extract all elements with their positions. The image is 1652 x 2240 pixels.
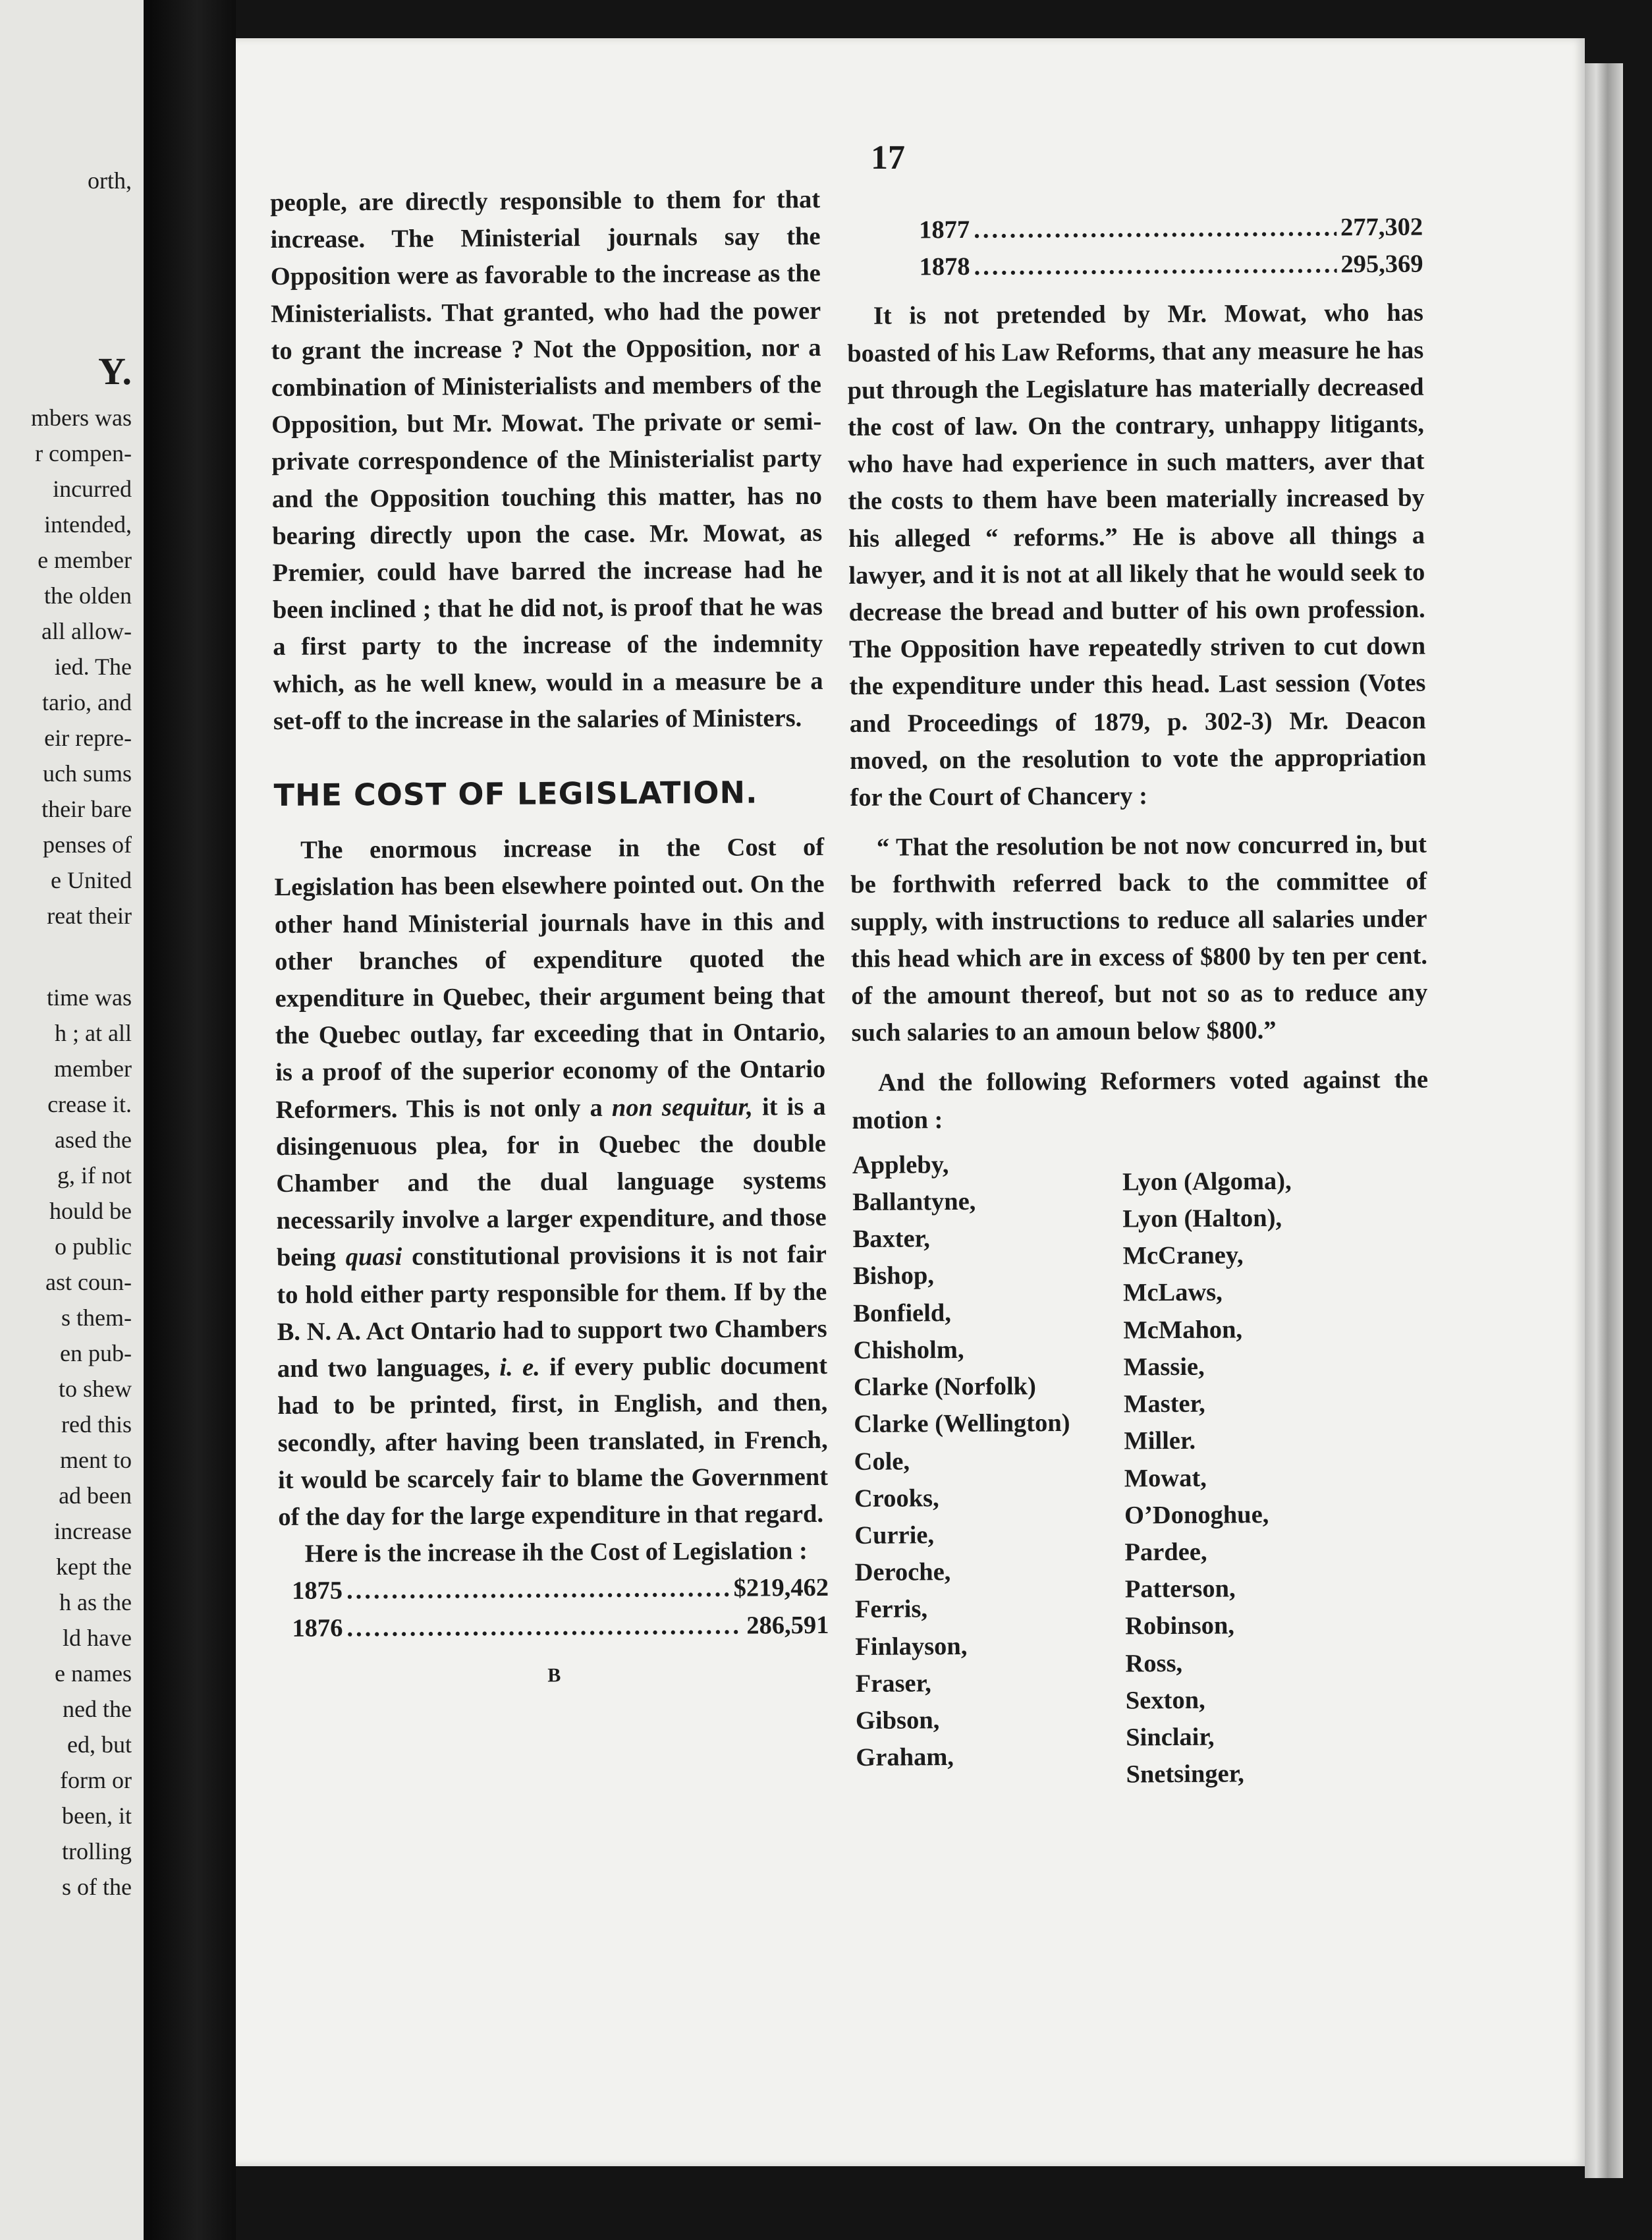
previous-page-line: reat their bbox=[47, 903, 132, 929]
page-number: 17 bbox=[871, 139, 905, 177]
voter-name: Baxter, bbox=[852, 1225, 930, 1254]
previous-page-line: Y. bbox=[97, 350, 132, 393]
previous-page-line: hould be bbox=[49, 1198, 132, 1224]
page-edge-shadow bbox=[144, 0, 150, 2240]
quote-text: “ That the resolution be not now concurred in, but be forthwith referred back to the committee of supply, with instructions to reduce all salaries under this head which are in excess of $800 by ten per cent. of the amount thereof, but not so as to reduce any such salaries to an amoun below $800.” bbox=[850, 830, 1428, 1048]
previous-page-line: their bare bbox=[41, 796, 132, 822]
previous-page-line: ad been bbox=[59, 1482, 132, 1509]
signature-mark: B bbox=[547, 1664, 561, 1687]
voter-name: McMahon, bbox=[1123, 1316, 1243, 1345]
previous-page-line: mbers was bbox=[31, 405, 132, 431]
voter-name: Ross, bbox=[1125, 1649, 1183, 1677]
page-stack-edge bbox=[1585, 63, 1623, 2178]
voter-names bbox=[852, 1144, 1433, 1795]
dot-leader bbox=[974, 209, 1336, 248]
previous-page-line: h as the bbox=[59, 1589, 132, 1615]
previous-page-line: s of the bbox=[62, 1874, 132, 1900]
previous-page-line: ied. The bbox=[54, 654, 132, 680]
voter-name: Chisholm, bbox=[853, 1335, 964, 1364]
previous-page-line: intended, bbox=[44, 511, 132, 538]
cost-year: 1875 bbox=[291, 1577, 343, 1606]
previous-page-line: kept the bbox=[56, 1554, 132, 1580]
paragraph-voters-intro: And the following Reformers voted against the motion : bbox=[852, 1066, 1429, 1134]
previous-page-line: eir repre- bbox=[44, 725, 132, 751]
previous-page-line: uch sums bbox=[43, 760, 132, 787]
previous-page-line: e names bbox=[55, 1660, 132, 1687]
cost-row bbox=[846, 246, 1423, 287]
previous-page-line: to shew bbox=[59, 1376, 132, 1402]
previous-page-line: ased the bbox=[55, 1127, 132, 1153]
previous-page-line: e member bbox=[38, 547, 132, 573]
previous-page-line: en pub- bbox=[60, 1340, 132, 1366]
previous-page-line: tario, and bbox=[42, 689, 132, 715]
previous-page-line: s them- bbox=[61, 1304, 132, 1331]
previous-page-line: penses of bbox=[43, 831, 132, 858]
paragraph-law-reforms: It is not pretended by Mr. Mowat, who has boasted of his Law Reforms, that any measure he has put through the Legislature has materially decreased the cost of law. On the contrary, unhappy litigants, who have had experience in such matters, aver that the costs to them have been materially increased by his alleged “ reforms.” He is above all things a lawyer, and it is not at all likely that he would seek to decrease the bread and butter of his own profession. The Opposition have repeatedly striven to cut down the expenditure under this head. Last session (Votes and Proceedings of 1879, p. 302-3) Mr. Deacon moved, on the resolution to vote the appropriation for the Court of Chancery : bbox=[847, 299, 1427, 812]
voter-name: Clarke (Norfolk) bbox=[853, 1372, 1036, 1402]
voter-name: Mowat, bbox=[1124, 1464, 1207, 1492]
voter-name: Ferris, bbox=[854, 1595, 928, 1624]
voter-name: McCraney, bbox=[1122, 1241, 1244, 1270]
dot-leader bbox=[346, 1607, 742, 1646]
voter-name: Massie, bbox=[1123, 1353, 1205, 1382]
previous-page-line: g, if not bbox=[57, 1162, 132, 1189]
previous-page-line: ast coun- bbox=[45, 1269, 132, 1295]
voter-name: Sinclair, bbox=[1126, 1723, 1215, 1752]
cost-amount: $219,462 bbox=[733, 1574, 829, 1603]
voter-name: Lyon (Algoma), bbox=[1122, 1167, 1292, 1196]
voter-name: Robinson, bbox=[1124, 1611, 1235, 1640]
previous-page-line: been, it bbox=[62, 1803, 132, 1829]
previous-page-line: orth, bbox=[88, 167, 132, 194]
previous-page-line: e United bbox=[51, 867, 132, 893]
voter-name: Deroche, bbox=[854, 1558, 951, 1587]
cost-amount: 286,591 bbox=[746, 1611, 829, 1640]
cost-row bbox=[846, 209, 1423, 250]
cost-amount: 295,369 bbox=[1340, 250, 1423, 279]
voter-name: Fraser, bbox=[855, 1669, 931, 1698]
cost-row bbox=[279, 1606, 829, 1646]
previous-page-line: r compen- bbox=[35, 440, 132, 466]
voter-name: Currie, bbox=[854, 1521, 935, 1550]
cost-row bbox=[279, 1569, 829, 1610]
cost-year: 1877 bbox=[919, 215, 970, 244]
previous-page-line: ed, but bbox=[67, 1731, 132, 1758]
voter-name: Snetsinger, bbox=[1126, 1760, 1244, 1789]
previous-page-line: ld have bbox=[63, 1625, 132, 1651]
previous-page-line: member bbox=[54, 1055, 132, 1082]
left-column bbox=[270, 181, 829, 1696]
voter-name: O’Donoghue, bbox=[1124, 1500, 1269, 1530]
voter-name: Appleby, bbox=[852, 1150, 949, 1179]
cost-amount: 277,302 bbox=[1340, 213, 1423, 242]
motion-quote bbox=[850, 826, 1428, 1052]
previous-page-fragment bbox=[0, 0, 150, 2240]
voter-list-first bbox=[852, 1145, 1126, 1795]
dot-leader bbox=[974, 246, 1336, 286]
previous-page-line: time was bbox=[47, 984, 132, 1011]
previous-page-line: form or bbox=[60, 1767, 132, 1793]
paragraph-increase-intro: Here is the increase ih the Cost of Legislation : bbox=[304, 1537, 808, 1568]
previous-page-line: all allow- bbox=[41, 618, 132, 644]
previous-page-line: ned the bbox=[63, 1696, 132, 1722]
voter-list-second bbox=[1122, 1144, 1296, 1793]
previous-page-line: trolling bbox=[62, 1838, 132, 1864]
voter-name: Crooks, bbox=[854, 1484, 939, 1513]
voter-name: Cole, bbox=[854, 1447, 910, 1476]
section-heading: THE COST OF LEGISLATION. bbox=[273, 774, 758, 814]
voter-name: Graham, bbox=[856, 1743, 954, 1772]
voter-name: Lyon (Halton), bbox=[1122, 1204, 1282, 1233]
voter-name: Master, bbox=[1123, 1389, 1205, 1418]
previous-page-line: ment to bbox=[60, 1447, 132, 1473]
book-gutter bbox=[150, 0, 236, 2240]
voter-name: Sexton, bbox=[1125, 1686, 1205, 1715]
voter-name: Miller. bbox=[1124, 1427, 1196, 1455]
dot-leader bbox=[346, 1570, 730, 1610]
voter-name: Gibson, bbox=[855, 1706, 940, 1735]
previous-page-line: o public bbox=[55, 1233, 132, 1260]
cost-year: 1876 bbox=[292, 1613, 343, 1642]
right-column bbox=[846, 209, 1433, 1795]
cost-year: 1878 bbox=[919, 253, 970, 281]
voter-name: Finlayson, bbox=[855, 1632, 968, 1661]
voter-name: Clarke (Wellington) bbox=[854, 1409, 1070, 1439]
paragraph-indemnity: people, are directly responsible to them for that increase. The Ministerial journals say the Opposition were as favorable to the increase as the Ministerialists. That granted, who had the power to grant the increase ? Not the Opposition, nor a combination of Ministerialists and members of the Opposition, but Mr. Mowat. The private or semi-private correspondence of the Ministerialist party and the Opposition touching this matter, has no bearing directly upon the case. Mr. Mowat, as Premier, could have barred the increase had he been inclined ; that he did not, is proof that he was a first party to the increase of the indemnity which, as he well knew, would in a measure be a set-off to the increase in the salaries of Ministers. bbox=[270, 185, 823, 735]
voter-name: Pardee, bbox=[1124, 1538, 1207, 1567]
paragraph-quebec: The enormous increase in the Cost of Legislation has been elsewhere pointed out. On the other hand Ministerial journals have in this and other branches of expenditure quoted the expenditure in Quebec, their argument being that the Quebec outlay, far exceeding that in Ontario, is a proof of the superior economy of the Ontario Reformers. This is not only a non sequitur, it is a disingenuous plea, for in Quebec the double Chamber and the dual language systems necessarily involve a larger expenditure, and those being quasi constitutional provisions it is not fair to hold either party responsible for them. If by the B. N. A. Act Ontario had to support two Chambers and two languages, i. e. if every public document had to be printed, first, in English, and then, secondly, after having been translated, in French, it would be scarcely fair to blame the Government of the day for the large expenditure in that regard. bbox=[274, 833, 829, 1531]
previous-page-line: h ; at all bbox=[55, 1020, 132, 1046]
previous-page-line: red this bbox=[61, 1411, 132, 1438]
voter-name: Bonfield, bbox=[853, 1299, 952, 1328]
voter-name: Ballantyne, bbox=[852, 1187, 976, 1217]
previous-page-line: crease it. bbox=[47, 1091, 132, 1117]
voter-name: Patterson, bbox=[1124, 1575, 1236, 1604]
previous-page-line: the olden bbox=[44, 582, 132, 609]
voter-name: Bishop, bbox=[852, 1262, 935, 1291]
previous-page-line: incurred bbox=[53, 476, 132, 502]
voter-name: McLaws, bbox=[1122, 1279, 1223, 1307]
previous-page-line: increase bbox=[54, 1518, 132, 1544]
